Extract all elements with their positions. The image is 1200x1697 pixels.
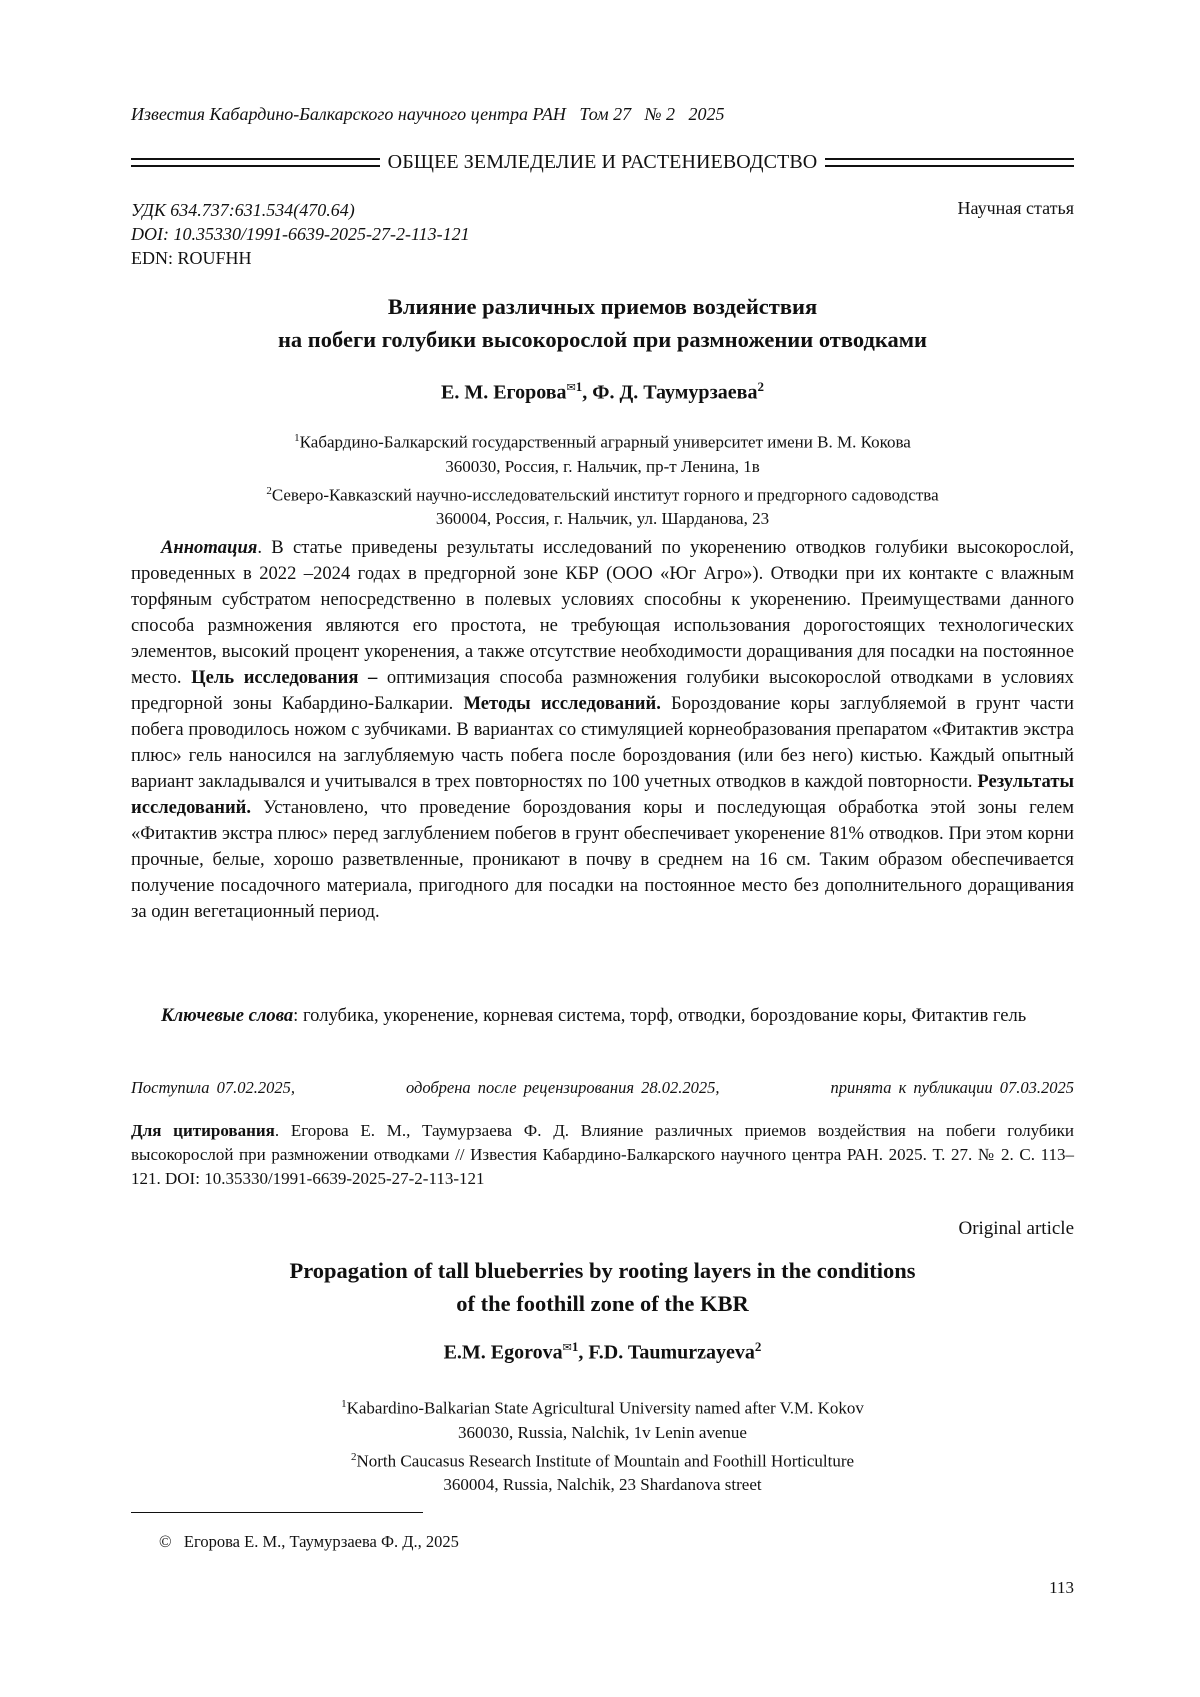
copyright-notice: © Егорова Е. М., Таумурзаева Ф. Д., 2025	[159, 1532, 459, 1551]
keywords-ru	[131, 1003, 1074, 1029]
aff2-name-en: North Caucasus Research Institute of Mountain and Foothill Horticulture	[356, 1451, 855, 1471]
aff1-name-en: Kabardino-Balkarian State Agricultural University named after V.M. Kokov	[346, 1398, 864, 1418]
abstract-ru	[131, 535, 1074, 925]
keywords-text: : голубика, укоренение, корневая система, торф, отводки, бороздование коры, Фитактив гель	[293, 1005, 1027, 1026]
author1-name: Е. М. Егорова	[440, 381, 567, 404]
page-number: 113	[1049, 1578, 1074, 1597]
author2-affil-mark: 2	[757, 379, 764, 394]
envelope-icon: ✉	[562, 1341, 572, 1354]
methods-label: Методы исследований.	[463, 693, 661, 714]
title-ru-line1: Влияние различных приемов воздействия	[387, 294, 818, 319]
aff1-mark-en: 1	[341, 1398, 347, 1410]
aim-label: Цель исследования –	[191, 667, 378, 688]
abstract-intro: . В статье приведены результаты исследований по укоренению отводков голубики высокорослой, проведенных в 2022 –2024 годах в предгорной зоне КБР (ООО «Юг Агро»). Отводки при их контакте с влажным торфяным субстратом непосредственно в полевых условиях способны к укоренению. Преимуществами данного способа размножения являются его простота, не требующая использования дорогостоящих технологических элементов, высокий процент укоренения, а также отсутствие необходимости доращивания для посадки на постоянное место.	[131, 537, 1074, 688]
udk-code: УДК 634.737:631.534(470.64)	[131, 200, 355, 220]
aff1-address: 360030, Россия, г. Нальчик, пр-т Ленина, 1в	[445, 456, 760, 476]
keywords-label: Ключевые слова	[161, 1005, 294, 1026]
aim-text: оптимизация способа размножения голубики высокорослой отводками в условиях предгорной зоны Кабардино-Балкарии.	[131, 667, 1074, 714]
footnote-rule	[131, 1512, 423, 1513]
title-ru-line2: на побеги голубики высокорослой при размножении отводками	[277, 327, 928, 352]
edn-code: EDN: ROUFHH	[131, 248, 252, 268]
abstract-label: Аннотация	[161, 537, 258, 558]
title-en-line1: Propagation of tall blueberries by rooting layers in the conditions	[289, 1258, 916, 1283]
citation-block	[131, 1119, 1074, 1191]
title-ru	[131, 290, 1074, 356]
rubric-banner	[131, 151, 1074, 174]
article-identifiers	[131, 198, 470, 270]
publication-dates	[131, 1078, 1074, 1098]
journal-header: Известия Кабардино-Балкарского научного центра РАН Том 27 № 2 2025	[131, 104, 725, 124]
authors-ru	[131, 379, 1074, 405]
date-approved: одобрена после рецензирования 28.02.2025,	[405, 1078, 720, 1097]
aff1-address-en: 360030, Russia, Nalchik, 1v Lenin avenue	[458, 1422, 747, 1442]
results-text: Установлено, что проведение бороздования коры и последующая обработка этой зоны гелем «Фитактив экстра плюс» перед заглублением побегов в грунт обеспечивает укоренение 81% отводков. При этом корни прочные, белые, хорошо разветвленные, проникают в почву в среднем на 16 см. Таким образом обеспечивается получение посадочного материала, пригодного для посадки на постоянное место без дополнительного доращивания за один вегетационный период.	[131, 797, 1074, 922]
author2-affil-mark-en: 2	[754, 1339, 762, 1354]
aff2-address: 360004, Россия, г. Нальчик, ул. Шарданова, 23	[435, 509, 770, 529]
citation-text: . Егорова Е. М., Таумурзаева Ф. Д. Влияние различных приемов воздействия на побеги голубики высокорослой при размножении отводками // Известия Кабардино-Балкарского научного центра РАН. 2025. Т. 27. № 2. С. 113–121. DOI: 10.35330/1991-6639-2025-27-2-113-121	[131, 1121, 1074, 1188]
author2-name-en: , F.D. Taumurzayeva	[578, 1341, 755, 1364]
citation-label: Для цитирования	[131, 1121, 275, 1140]
date-received: Поступила 07.02.2025,	[131, 1078, 295, 1097]
envelope-icon: ✉	[566, 381, 576, 394]
date-accepted: принята к публикации 07.03.2025	[830, 1078, 1074, 1097]
rubric-rule-left	[131, 158, 380, 167]
author1-name-en: E.M. Egorova	[443, 1341, 563, 1364]
author1-affil-mark: 1	[575, 379, 583, 394]
author2-name: , Ф. Д. Таумурзаева	[582, 381, 758, 404]
title-en	[131, 1254, 1074, 1320]
aff2-mark-en: 2	[350, 1450, 357, 1463]
author1-affil-mark-en: 1	[571, 1339, 579, 1354]
article-type-ru: Научная статья	[957, 198, 1074, 218]
aff1-mark: 1	[294, 432, 300, 444]
aff2-address-en: 360004, Russia, Nalchik, 23 Shardanova street	[443, 1475, 762, 1495]
title-en-line2: of the foothill zone of the KBR	[456, 1291, 749, 1316]
doi-code: DOI: 10.35330/1991-6639-2025-27-2-113-121	[131, 224, 470, 244]
authors-en	[131, 1339, 1074, 1365]
aff2-name: Северо-Кавказский научно-исследовательский институт горного и предгорного садоводства	[271, 485, 939, 505]
results-label: Результаты исследований.	[131, 771, 1074, 818]
aff1-name: Кабардино-Балкарский государственный аграрный университет имени В. М. Кокова	[299, 432, 911, 452]
methods-text: Бороздование коры заглубляемой в грунт части побега проводилось ножом с зубчиками. В вариантах со стимуляцией корнеобразования препаратом «Фитактив экстра плюс» гель наносился на заглубляемую часть побега после бороздования (или без него) кистью. Каждый опытный вариант закладывался и учитывался в трех повторностях по 100 учетных отводков в каждой повторности.	[131, 693, 1074, 792]
affiliations-ru	[131, 426, 1074, 531]
rubric-title: ОБЩЕЕ ЗЕМЛЕДЕЛИЕ И РАСТЕНИЕВОДСТВО	[387, 151, 818, 173]
rubric-rule-right	[825, 158, 1074, 167]
affiliations-en	[131, 1392, 1074, 1497]
article-type-en: Original article	[958, 1218, 1074, 1239]
aff2-mark: 2	[266, 484, 272, 497]
